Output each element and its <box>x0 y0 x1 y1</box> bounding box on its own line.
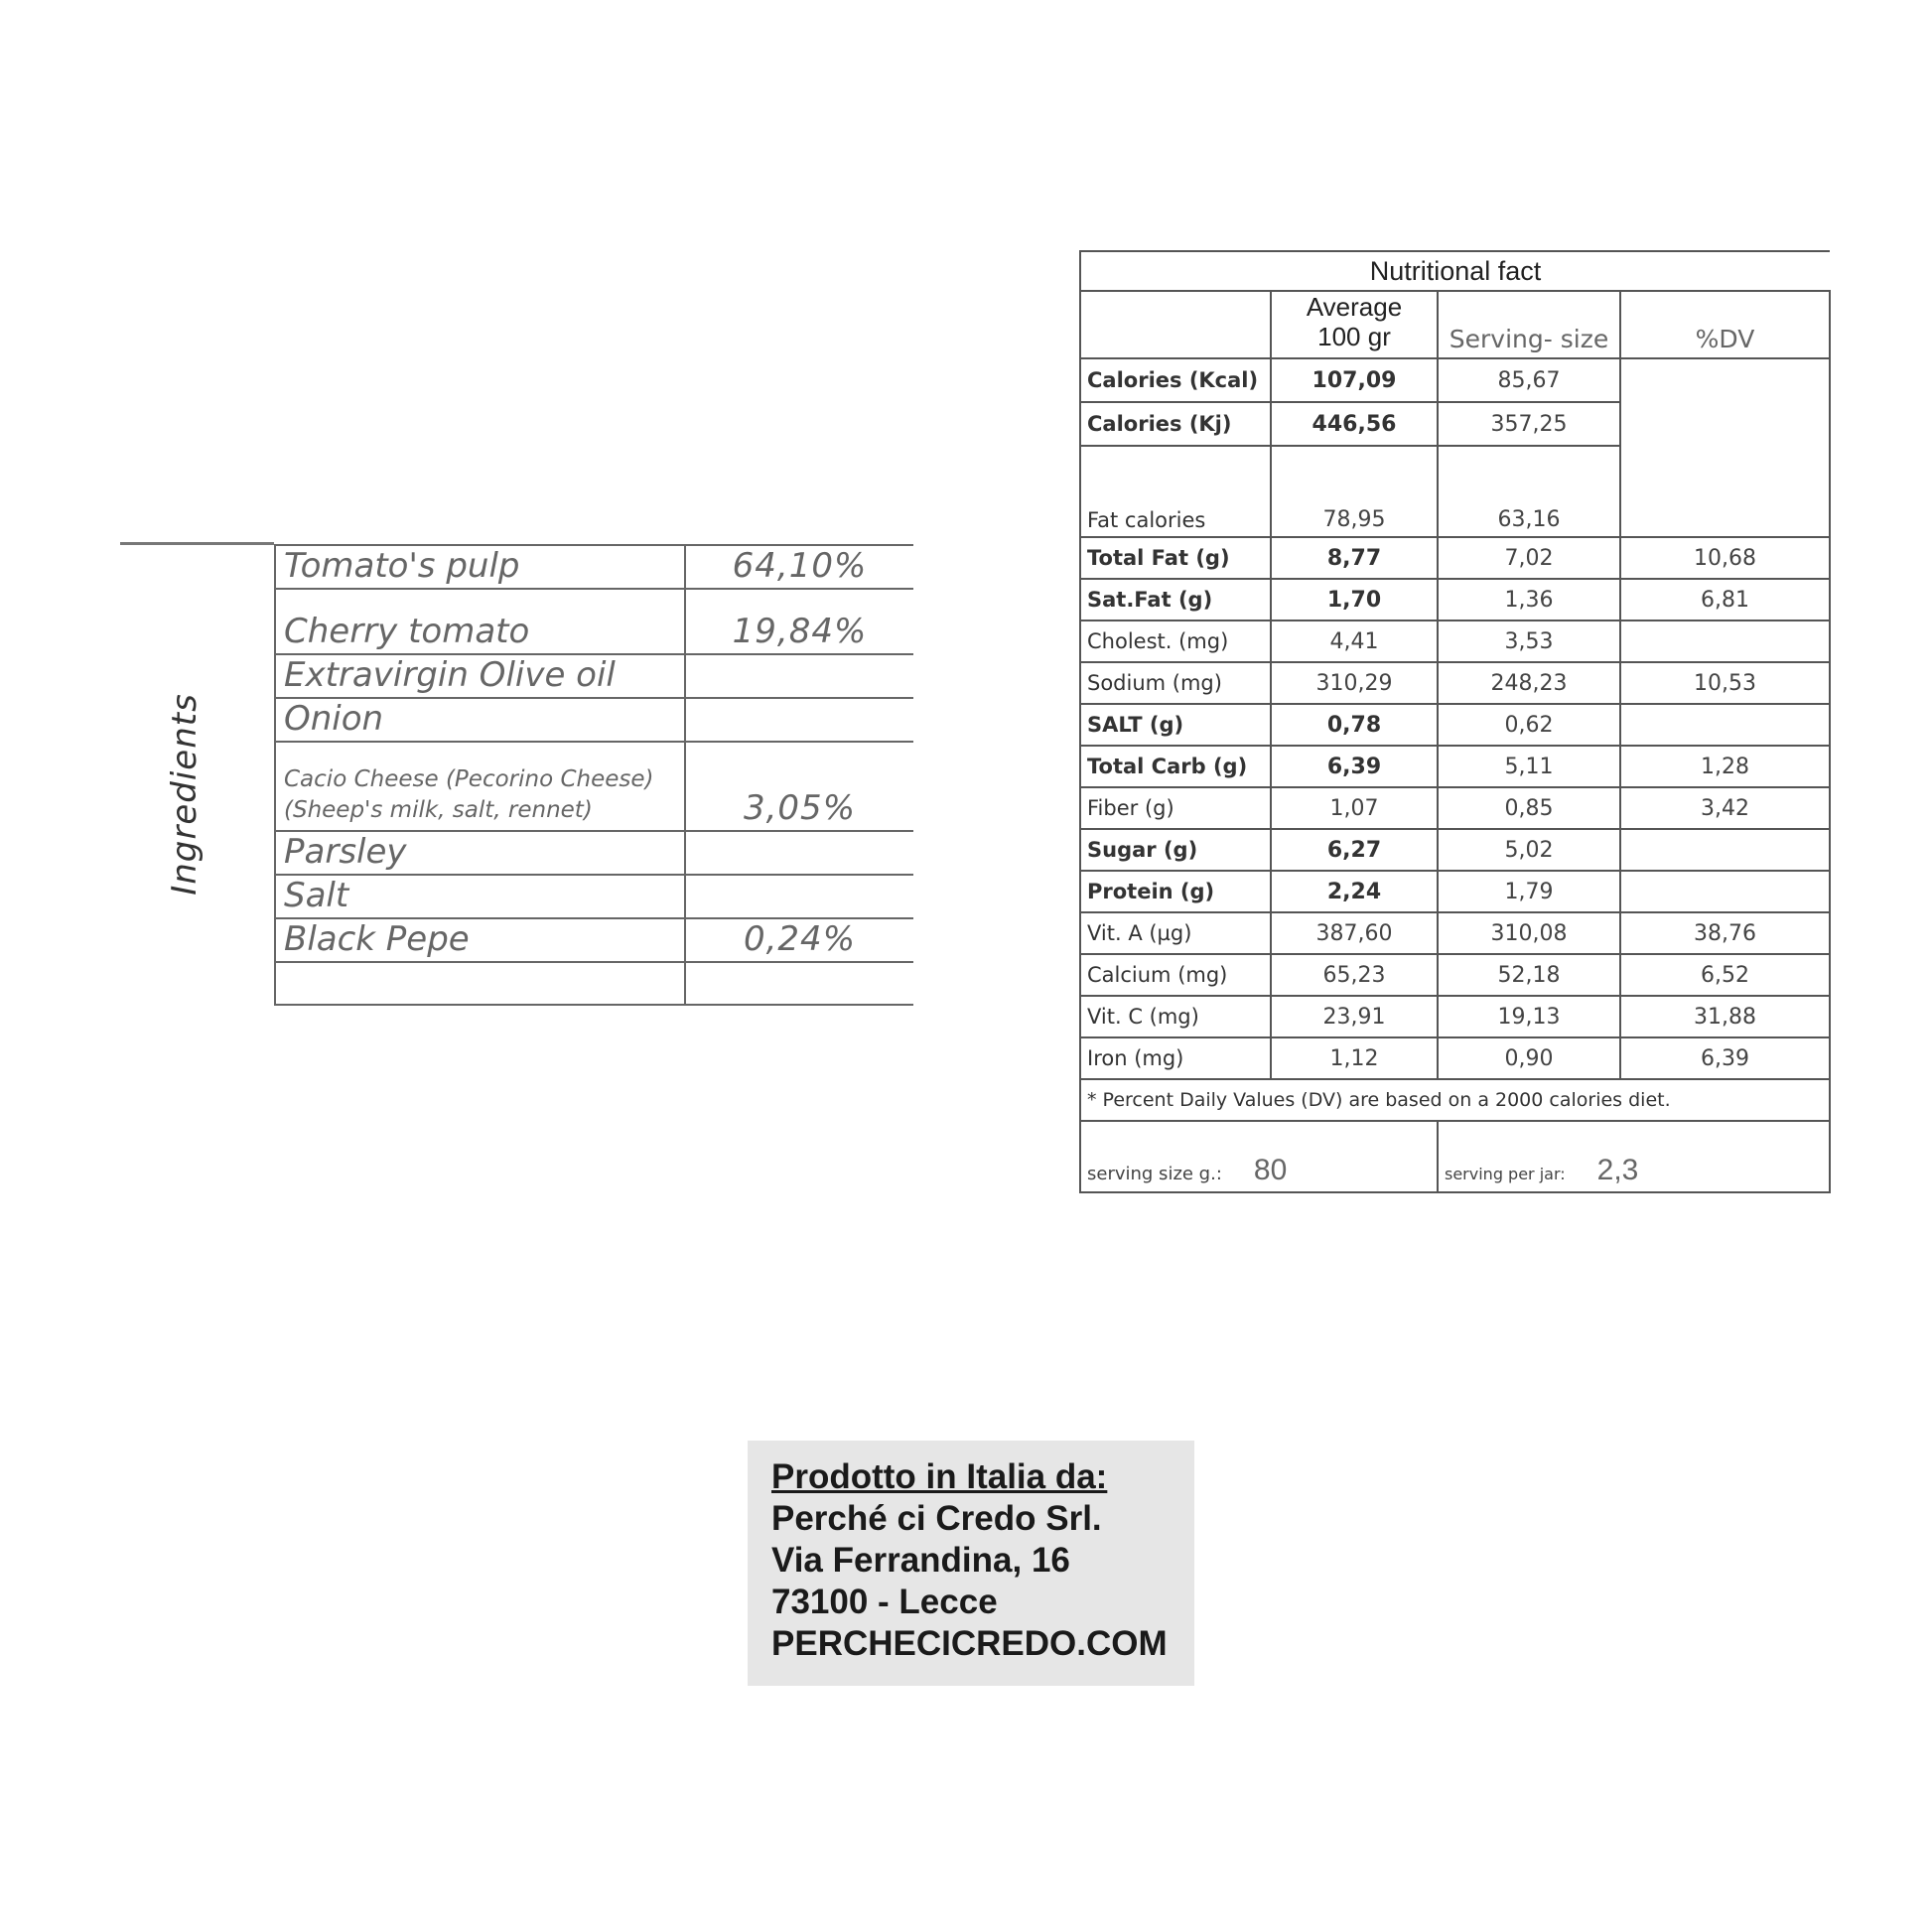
nutrient-label: Sugar (g) <box>1080 829 1271 871</box>
serving-size-value: 80 <box>1253 1154 1288 1186</box>
ingredient-row <box>275 742 913 831</box>
nutrient-label: Calories (Kcal) <box>1080 358 1271 402</box>
ingredient-percent: 0,24% <box>685 918 913 962</box>
nutrient-serving: 357,25 <box>1438 402 1620 446</box>
header-blank-cell <box>1080 291 1271 358</box>
nutrient-row <box>1080 746 1830 787</box>
nutrient-avg: 1,70 <box>1271 579 1438 621</box>
serving-per-jar-value: 2,3 <box>1596 1154 1639 1186</box>
nutrient-row <box>1080 871 1830 912</box>
producer-heading: Prodotto in Italia da: <box>771 1457 1108 1496</box>
nutrient-avg: 310,29 <box>1271 662 1438 704</box>
ingredients-top-rule <box>120 542 274 545</box>
nutrient-avg: 65,23 <box>1271 954 1438 996</box>
nutrient-serving: 5,02 <box>1438 829 1620 871</box>
nutrient-avg: 6,39 <box>1271 746 1438 787</box>
ingredient-percent <box>685 654 913 698</box>
nutrient-label: Calcium (mg) <box>1080 954 1271 996</box>
ingredient-percent <box>685 875 913 918</box>
nutrient-row <box>1080 996 1830 1037</box>
nutrient-dv <box>1620 621 1830 662</box>
nutrient-row <box>1080 579 1830 621</box>
ingredients-heading-text: Ingredients <box>165 693 205 896</box>
nutrient-serving: 19,13 <box>1438 996 1620 1037</box>
nutrient-label: Sat.Fat (g) <box>1080 579 1271 621</box>
nutrient-serving: 1,36 <box>1438 579 1620 621</box>
nutrient-dv <box>1620 871 1830 912</box>
producer-website: PERCHECICREDO.COM <box>771 1624 1168 1663</box>
ingredient-percent <box>685 831 913 875</box>
ingredient-row <box>275 698 913 742</box>
nutrient-row <box>1080 829 1830 871</box>
nutrient-serving: 310,08 <box>1438 912 1620 954</box>
producer-label <box>748 1441 1194 1686</box>
nutrition-title: Nutritional fact <box>1080 251 1830 291</box>
ingredient-name-line: (Sheep's milk, salt, rennet) <box>284 797 593 823</box>
producer-company: Perché ci Credo Srl. <box>771 1499 1102 1538</box>
ingredient-row <box>275 875 913 918</box>
nutrient-row <box>1080 912 1830 954</box>
nutrient-dv: 31,88 <box>1620 996 1830 1037</box>
nutrient-label: SALT (g) <box>1080 704 1271 746</box>
ingredient-name: Tomato's pulp <box>275 545 685 589</box>
nutrient-avg: 6,27 <box>1271 829 1438 871</box>
nutrient-serving: 0,62 <box>1438 704 1620 746</box>
nutrient-row <box>1080 704 1830 746</box>
ingredient-name: Parsley <box>275 831 685 875</box>
nutrient-dv: 1,28 <box>1620 746 1830 787</box>
nutrient-dv: 6,81 <box>1620 579 1830 621</box>
nutrient-avg: 387,60 <box>1271 912 1438 954</box>
ingredient-name <box>275 962 685 1005</box>
nutrient-label: Fat calories <box>1080 446 1271 537</box>
ingredients-table <box>274 544 913 1006</box>
nutrient-row <box>1080 537 1830 579</box>
nutrient-avg: 107,09 <box>1271 358 1438 402</box>
nutrient-avg: 1,12 <box>1271 1037 1438 1079</box>
ingredient-percent: 3,05% <box>685 742 913 831</box>
nutrient-label: Total Fat (g) <box>1080 537 1271 579</box>
nutrient-avg: 23,91 <box>1271 996 1438 1037</box>
nutrient-row <box>1080 662 1830 704</box>
nutrient-row <box>1080 954 1830 996</box>
ingredient-percent: 64,10% <box>685 545 913 589</box>
nutrient-row <box>1080 787 1830 829</box>
nutrient-label: Iron (mg) <box>1080 1037 1271 1079</box>
nutrient-serving: 1,79 <box>1438 871 1620 912</box>
nutrient-avg: 8,77 <box>1271 537 1438 579</box>
producer-city: 73100 - Lecce <box>771 1583 998 1621</box>
serving-per-jar-cell <box>1438 1121 1830 1192</box>
ingredient-percent <box>685 962 913 1005</box>
ingredient-name: Extravirgin Olive oil <box>275 654 685 698</box>
nutrient-dv: 10,53 <box>1620 662 1830 704</box>
column-header-serving: Serving- size <box>1438 291 1620 358</box>
nutrient-serving: 0,85 <box>1438 787 1620 829</box>
nutrient-label: Fiber (g) <box>1080 787 1271 829</box>
ingredient-row <box>275 962 913 1005</box>
ingredient-row <box>275 918 913 962</box>
average-unit: 100 gr <box>1317 322 1391 351</box>
dv-footnote: * Percent Daily Values (DV) are based on a 2000 calories diet. <box>1080 1079 1830 1121</box>
nutrient-serving: 7,02 <box>1438 537 1620 579</box>
nutrient-dv <box>1620 829 1830 871</box>
nutrient-serving: 85,67 <box>1438 358 1620 402</box>
ingredient-percent: 19,84% <box>685 589 913 654</box>
nutrition-table <box>1079 250 1831 1193</box>
nutrient-dv <box>1620 704 1830 746</box>
nutrient-label: Cholest. (mg) <box>1080 621 1271 662</box>
nutrient-serving: 52,18 <box>1438 954 1620 996</box>
ingredient-name: Cherry tomato <box>275 589 685 654</box>
nutrient-row <box>1080 1037 1830 1079</box>
nutrient-row <box>1080 358 1830 402</box>
nutrient-dv: 38,76 <box>1620 912 1830 954</box>
serving-size-cell <box>1080 1121 1438 1192</box>
nutrient-dv: 6,39 <box>1620 1037 1830 1079</box>
nutrient-dv: 6,52 <box>1620 954 1830 996</box>
nutrient-serving: 248,23 <box>1438 662 1620 704</box>
ingredient-row <box>275 831 913 875</box>
ingredient-percent <box>685 698 913 742</box>
nutrient-serving: 3,53 <box>1438 621 1620 662</box>
nutrient-serving: 5,11 <box>1438 746 1620 787</box>
ingredient-name: Salt <box>275 875 685 918</box>
nutrient-label: Calories (Kj) <box>1080 402 1271 446</box>
nutrient-dv: 3,42 <box>1620 787 1830 829</box>
ingredient-name-line: Cacio Cheese (Pecorino Cheese) <box>284 766 654 792</box>
column-header-average <box>1271 291 1438 358</box>
nutrient-dv-blank <box>1620 358 1830 537</box>
nutrient-serving: 63,16 <box>1438 446 1620 537</box>
nutrient-serving: 0,90 <box>1438 1037 1620 1079</box>
column-header-dv: %DV <box>1620 291 1830 358</box>
nutrient-row <box>1080 621 1830 662</box>
nutrient-label: Protein (g) <box>1080 871 1271 912</box>
ingredient-row <box>275 589 913 654</box>
nutrient-label: Total Carb (g) <box>1080 746 1271 787</box>
ingredient-name <box>275 742 685 831</box>
nutrient-avg: 78,95 <box>1271 446 1438 537</box>
nutrient-avg: 446,56 <box>1271 402 1438 446</box>
ingredient-name: Black Pepe <box>275 918 685 962</box>
nutrient-avg: 2,24 <box>1271 871 1438 912</box>
nutrient-avg: 0,78 <box>1271 704 1438 746</box>
ingredient-name: Onion <box>275 698 685 742</box>
nutrient-dv: 10,68 <box>1620 537 1830 579</box>
serving-size-label: serving size g.: <box>1087 1164 1222 1184</box>
ingredient-row <box>275 545 913 589</box>
nutrient-avg: 4,41 <box>1271 621 1438 662</box>
nutrient-label: Vit. A (µg) <box>1080 912 1271 954</box>
nutrient-avg: 1,07 <box>1271 787 1438 829</box>
nutrient-label: Sodium (mg) <box>1080 662 1271 704</box>
ingredient-row <box>275 654 913 698</box>
nutrient-label: Vit. C (mg) <box>1080 996 1271 1037</box>
producer-address: Via Ferrandina, 16 <box>771 1541 1070 1580</box>
serving-per-jar-label: serving per jar: <box>1445 1165 1566 1183</box>
average-line: Average <box>1306 292 1403 322</box>
